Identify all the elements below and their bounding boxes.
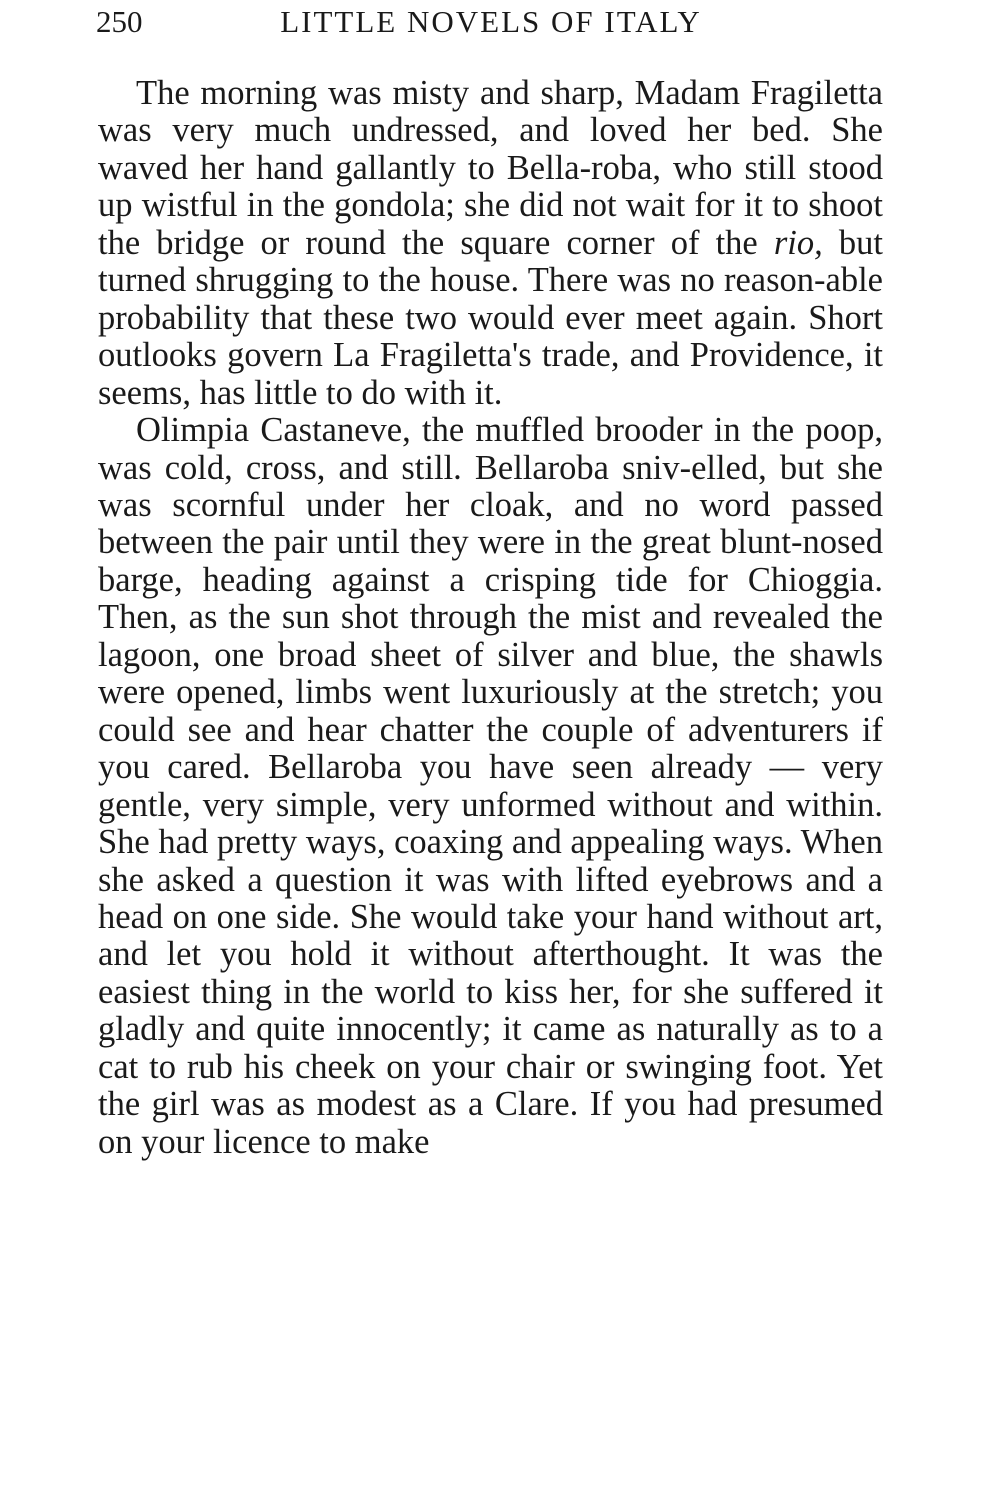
page-number: 250 xyxy=(96,4,143,39)
italic-word-rio: rio, xyxy=(773,223,823,262)
running-title: LITTLE NOVELS OF ITALY xyxy=(280,4,702,39)
running-head xyxy=(96,4,886,40)
paragraph-2: Olimpia Castaneve, the muffled brooder in the poop, was cold, cross, and still. Bellaroba sniv-elled, but she was scornful under her cloak, and no word passed between the pair until they were in the great blunt-nosed barge, heading against a crisping tide for Chioggia. Then, as the sun shot through the mist and revealed the lagoon, one broad sheet of silver and blue, the shawls were opened, limbs went luxuriously at the stretch; you could see and hear chatter the couple of adventurers if you cared. Bellaroba you have seen already — very gentle, very simple, very unformed without and within. She had pretty ways, coaxing and appealing ways. When she asked a question it was with lifted eyebrows and a head on one side. She would take your hand without art, and let you hold it without afterthought. It was the easiest thing in the world to kiss her, for she suffered it gladly and quite innocently; it came as naturally as to a cat to rub his cheek on your chair or swinging foot. Yet the girl was as modest as a Clare. If you had presumed on your licence to make xyxy=(98,411,883,1161)
paragraph-1-text-end: but turned shrugging to the house. There was no reason-able probability that these two would ever meet again. Short outlooks govern La Fragiletta's trade, and Providence, it seems, has little to do with it. xyxy=(98,223,883,412)
paragraph-1-text-start: The morning was misty and sharp, Madam Fragiletta was very much undressed, and loved her bed. She waved her hand gallantly to Bella-roba, who still stood up wistful in the gondola; she did not wait for it to shoot the bridge or round the square corner of the xyxy=(98,74,883,262)
body-text xyxy=(98,75,883,1161)
paragraph-1 xyxy=(98,75,883,412)
